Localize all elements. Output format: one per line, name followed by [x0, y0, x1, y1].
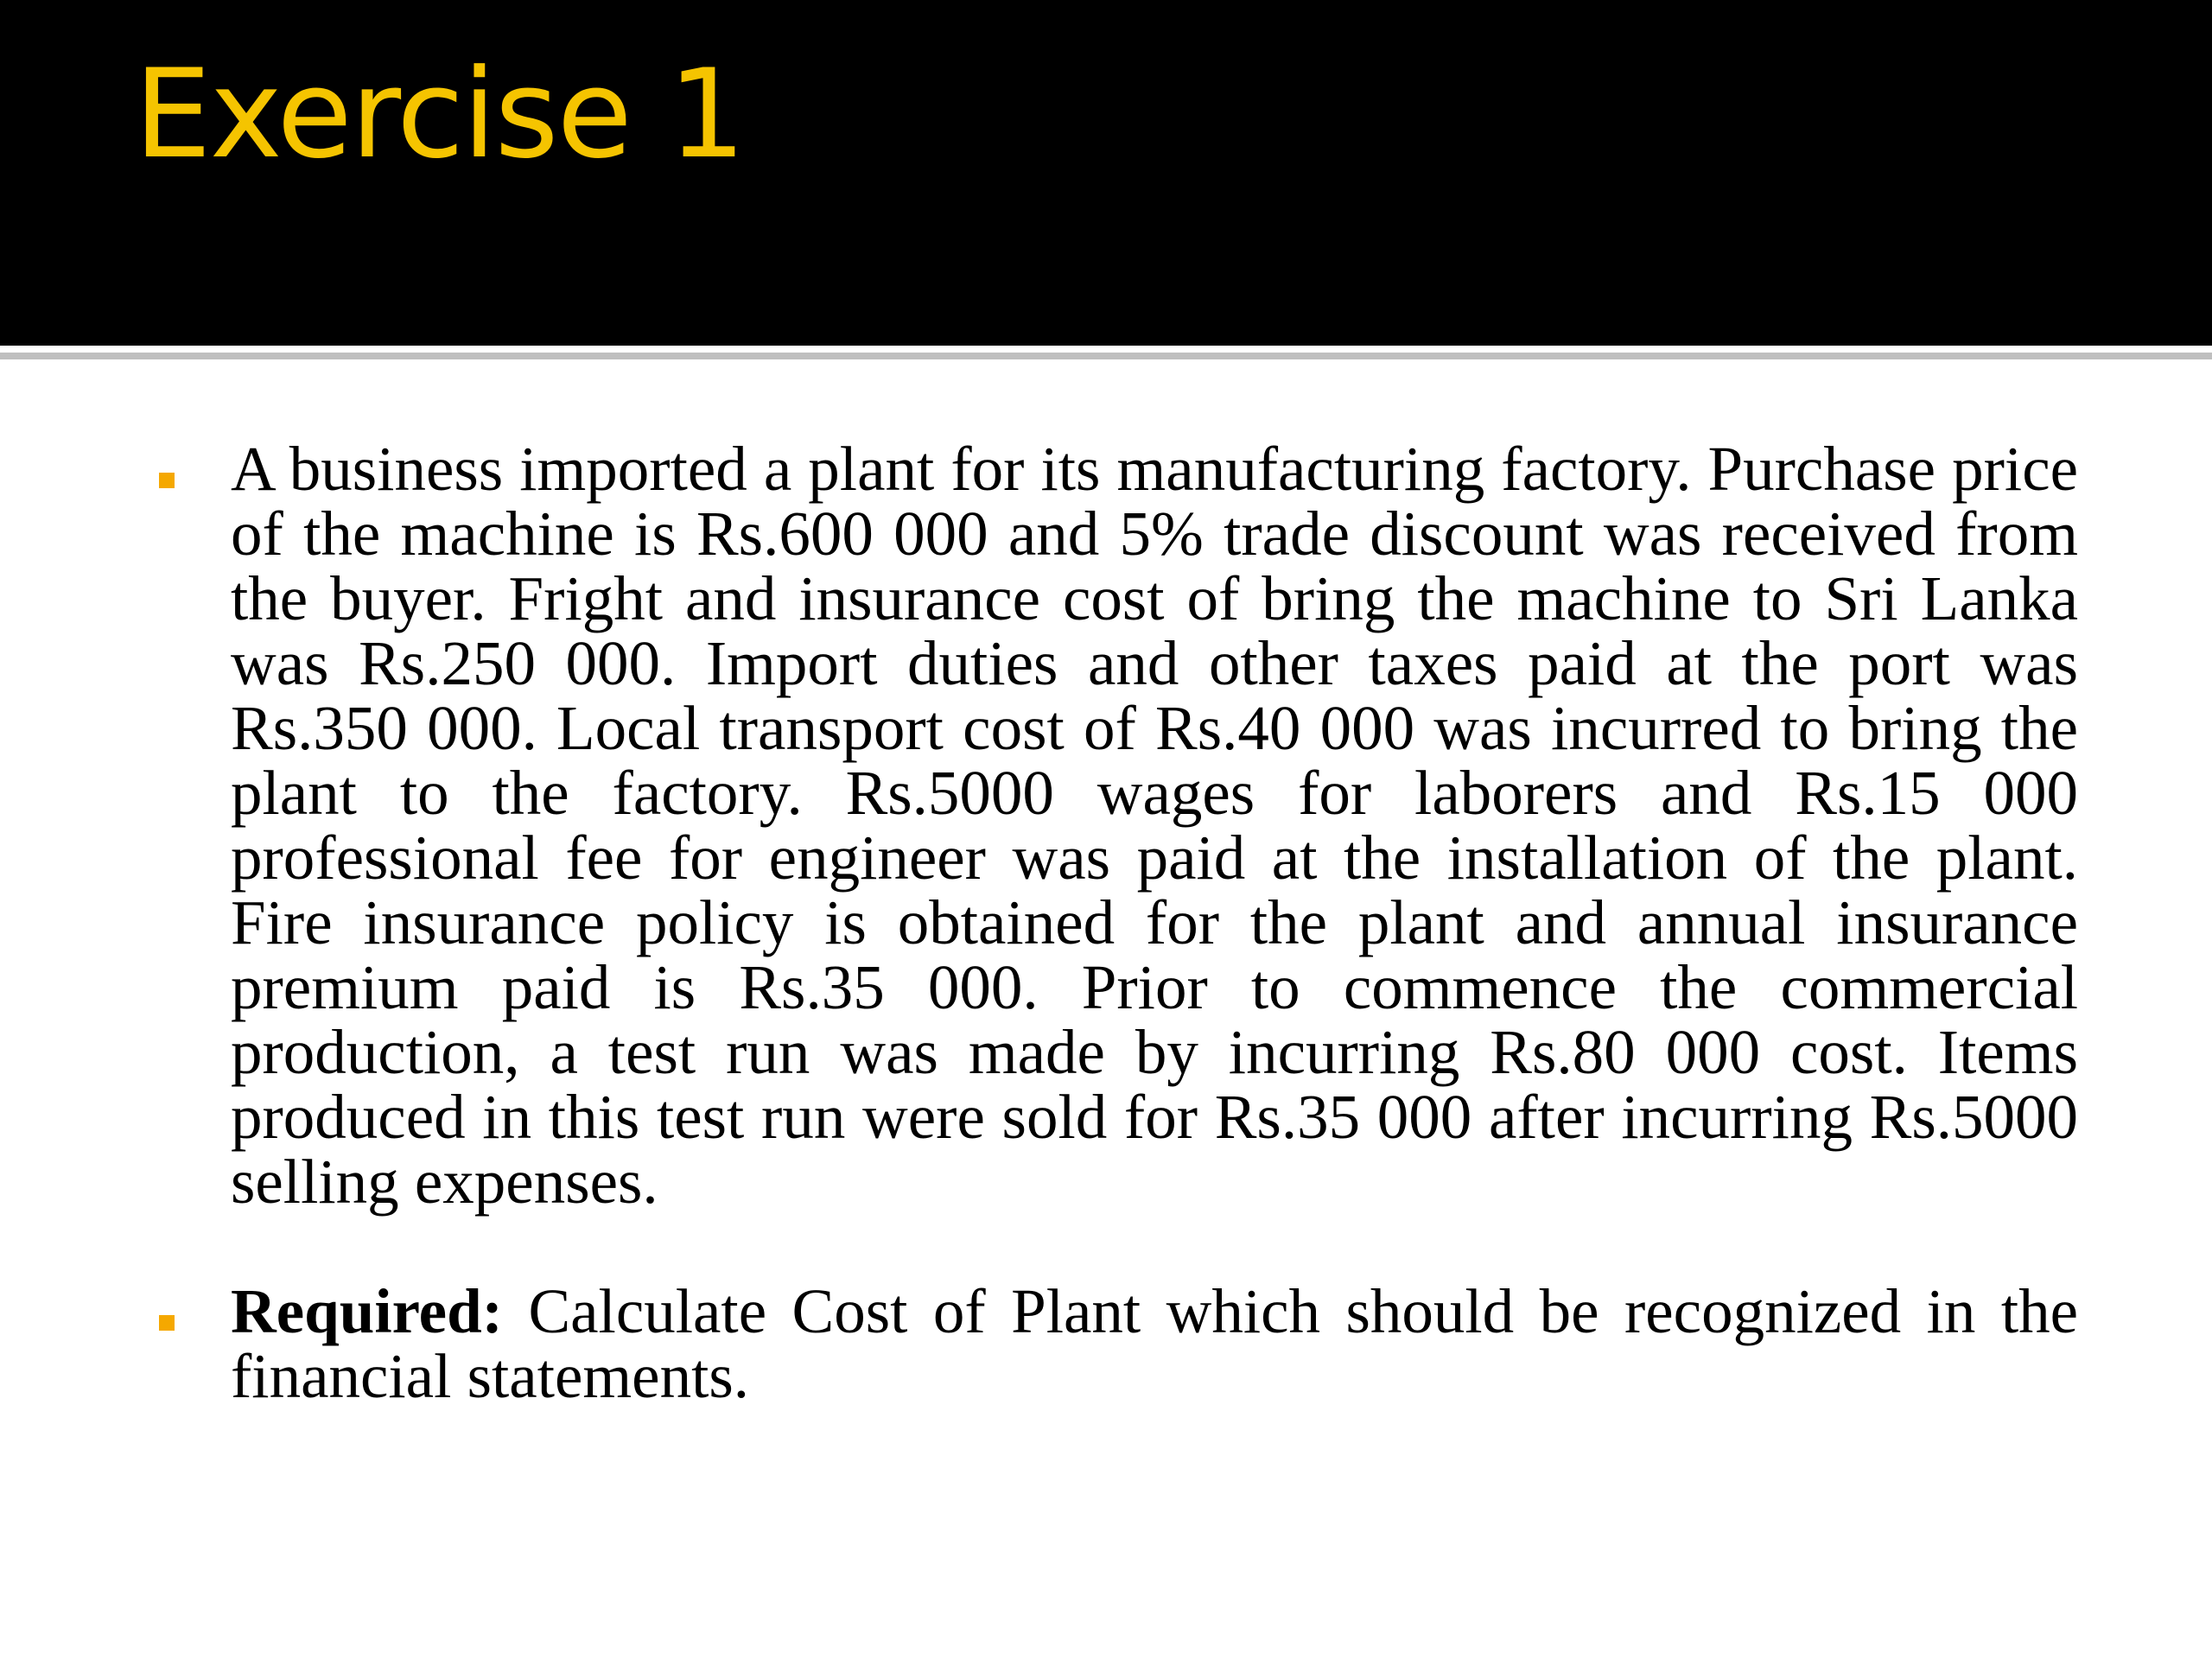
required-label: Required: — [231, 1276, 503, 1346]
content-bullet-list — [156, 434, 2079, 1411]
required-text: Calculate Cost of Plant which should be recognized in the financial statements. — [231, 1276, 2079, 1411]
title-band — [0, 0, 2212, 346]
problem-statement-text: A business imported a plant for its manufacturing factory. Purchase price of the machine is Rs.600 000 and 5% trade discount was received from the buyer. Fright and insurance cost of bring the machine to Sri Lanka was Rs.250 000. Import duties and other taxes paid at the port was Rs.350 000. Local transport cost of Rs.40 000 was incurred to bring the plant to the factory. Rs.5000 wages for laborers and Rs.15 000 professional fee for engineer was paid at the installation of the plant. Fire insurance policy is obtained for the plant and annual insurance premium paid is Rs.35 000. Prior to commence the commercial production, a test run was made by incurring Rs.80 000 cost. Items produced in this test run were sold for Rs.35 000 after incurring Rs.5000 selling expenses. — [231, 434, 2078, 1217]
title-divider-light — [0, 346, 2212, 353]
bullet-required — [156, 1276, 2079, 1411]
title-divider — [0, 353, 2212, 359]
square-bullet-icon — [159, 473, 175, 488]
square-bullet-icon — [159, 1315, 175, 1331]
bullet-problem-statement — [156, 434, 2078, 1217]
slide-title: Exercise 1 — [134, 43, 745, 186]
